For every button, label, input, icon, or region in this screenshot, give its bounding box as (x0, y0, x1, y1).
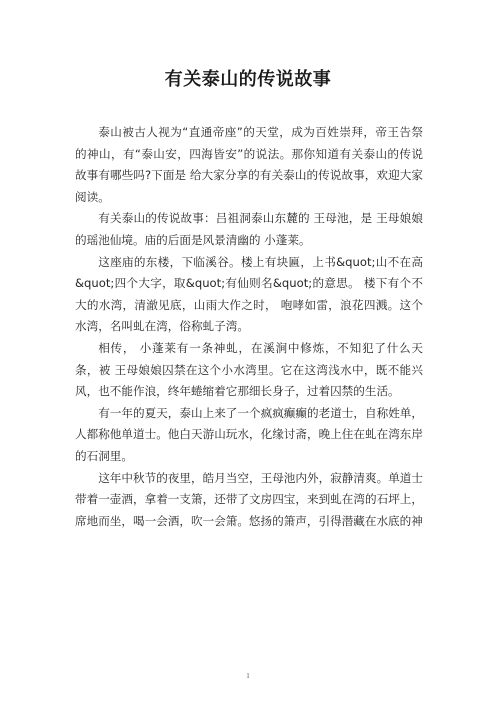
document-title: 有关泰山的传说故事 (164, 69, 332, 90)
paragraph-1: 泰山被古人视为“直通帝座”的天堂，成为百姓崇拜，帝王告祭的神山，有“泰山安，四海皆安”的说法。那你知道有关泰山的传说故事有哪些吗?下面是 给大家分享的有关泰山的传说故事，欢迎大家阅读。 (75, 125, 423, 204)
paragraph-5: 有一年的夏天，泰山上来了一个疯疯癫癫的老道士，自称姓单，人都称他单道士。他白天游山玩水，化缘讨斋，晚上住在虬在湾东岸的石洞里。 (75, 405, 423, 463)
paragraph-6: 这年中秋节的夜里，皓月当空，王母池内外，寂静清爽。单道士带着一壶酒，拿着一支箫，还带了文房四宝，来到虬在湾的石坪上，席地而坐，喝一会酒，吹一会箫。悠扬的箫声，引得潜藏在水底的神 (75, 470, 423, 528)
paragraph-4: 相传， 小蓬莱有一条神虬，在溪涧中修炼，不知犯了什么天条，被 王母娘娘囚禁在这个小水湾里。它在这湾浅水中，既不能兴风，也不能作浪，终年蜷缩着它那细长身子，过着囚禁的生活。 (75, 340, 423, 399)
paragraph-2: 有关泰山的传说故事：吕祖洞泰山东麓的 王母池，是 王母娘娘的瑶池仙境。庙的后面是风景清幽的 小蓬莱。 (75, 211, 423, 247)
page-number: 1 (246, 672, 250, 680)
document-body (75, 122, 423, 532)
paragraph-3: 这座庙的东楼，下临溪谷。楼上有块匾，上书&quot;山不在高&quot;四个大字，取&quot;有仙则名&quot;的意思。 楼下有个不大的水湾，清澈见底，山雨大作之时， 咆哮如雷，浪花四溅。这个水湾，名叫虬在湾，俗称虬子湾。 (75, 254, 423, 334)
